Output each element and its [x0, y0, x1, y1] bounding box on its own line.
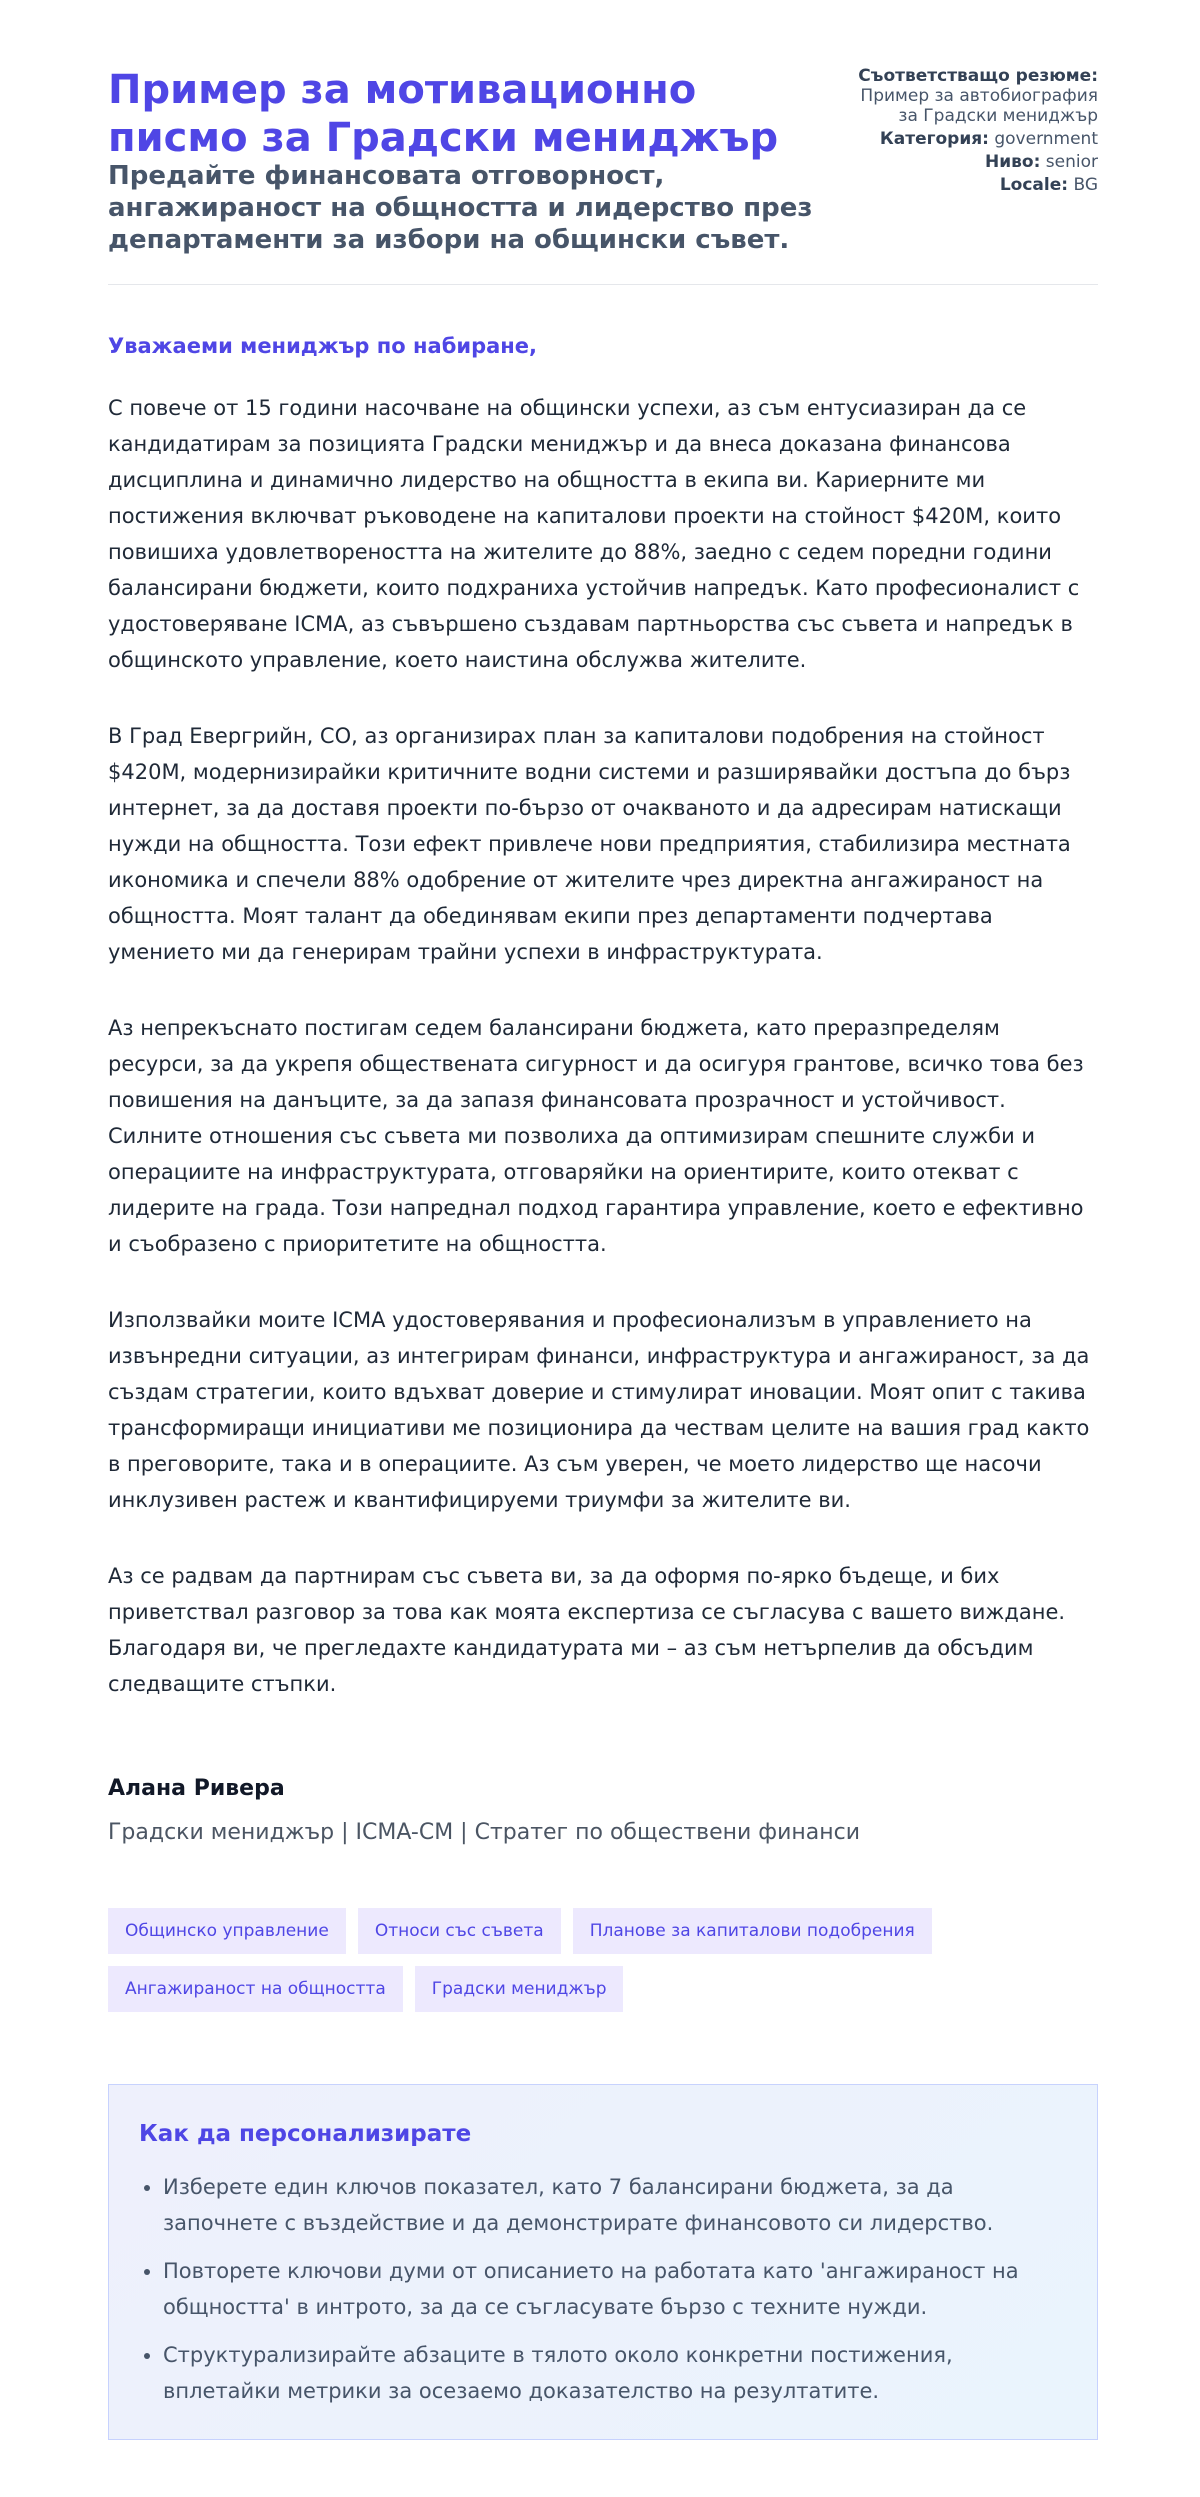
tips-heading: Как да персонализирате: [139, 2121, 472, 2147]
letter-greeting: Уважаеми мениджър по набиране,: [108, 334, 538, 358]
letter-paragraph: Аз непрекъснато постигам седем балансирани бюджета, като преразпределям ресурси, за да укрепя обществената сигурност и да осигуря грантове, всичко това без повишения на данъците, за да запазя финансовата прозрачност и устойчивост. Силните отношения със съвета ми позволиха да оптимизирам спешните служби и операциите на инфраструктурата, отговаряйки на ориентирите, които отекват с лидерите на града. Този напреднал подход гарантира управление, което е ефективно и съобразено с приоритетите на общността.: [108, 1016, 1084, 1256]
meta-resume-link[interactable]: Пример за автобиография за Градски мениджър: [860, 86, 1098, 126]
meta-locale: [838, 175, 1098, 195]
signature-name: Алана Ривера: [108, 1776, 285, 1801]
page-title: Пример за мотивационно писмо за Градски мениджър: [108, 67, 779, 161]
tips-item: • Изберете един ключов показател, като 7 балансирани бюджета, за да започнете с въздействие и да демонстрирате финансовото си лидерство.: [163, 2169, 1063, 2241]
signature-title: Градски мениджър | ICMA-CM | Стратег по обществени финанси: [108, 1820, 861, 1845]
meta-panel: [838, 66, 1098, 198]
tag[interactable]: Градски мениджър: [415, 1966, 624, 2012]
tag[interactable]: Планове за капиталови подобрения: [573, 1908, 932, 1954]
customization-tips: [108, 2084, 1098, 2440]
meta-locale-value: BG: [1073, 175, 1098, 195]
meta-locale-label: Locale:: [999, 175, 1069, 195]
tag[interactable]: Относи със съвета: [358, 1908, 561, 1954]
tips-item: • Повторете ключови думи от описанието на работата като 'ангажираност на общността' в интрото, за да се съгласувате бързо с техните нужди.: [163, 2253, 1063, 2325]
meta-level: [838, 152, 1098, 172]
meta-level-label: Ниво:: [985, 152, 1041, 172]
letter-paragraph: Използвайки моите ICMA удостоверявания и професионализъм в управлението на извънредни ситуации, аз интегрирам финанси, инфраструктура и ангажираност, за да създам стратегии, които вдъхват доверие и стимулират иновации. Моят опит с такива трансформиращи инициативи ме позиционира да чествам целите на вашия град както в преговорите, така и в операциите. Аз съм уверен, че моето лидерство ще насочи инклузивен растеж и квантифицируеми триумфи за жителите ви.: [108, 1308, 1090, 1512]
tag-list: [108, 1908, 1098, 2012]
meta-category-label: Категория:: [879, 129, 989, 149]
letter-paragraph: В Град Евергрийн, СО, аз организирах план за капиталови подобрения на стойност $420M, модернизирайки критичните водни системи и разширявайки достъпа до бърз интернет, за да доставя проекти по-бързо от очакваното и да адресирам натискащи нужди на общността. Този ефект привлече нови предприятия, стабилизира местната икономика и спечели 88% одобрение от жителите чрез директна ангажираност на общността. Моят талант да обединявам екипи през департаменти подчертава умението ми да генерирам трайни успехи в инфраструктурата.: [108, 724, 1071, 964]
meta-category-value: government: [994, 129, 1098, 149]
tips-list: [139, 2169, 1063, 2421]
page-header: [108, 66, 1098, 256]
meta-category: [838, 129, 1098, 149]
meta-resume-label: Съответстващо резюме:: [858, 66, 1098, 86]
signature-block: [108, 1774, 1098, 1848]
header-divider: [108, 284, 1098, 285]
page-subtitle: Предайте финансовата отговорност, ангажираност на общността и лидерство през департаменти за избори на общински съвет.: [108, 161, 813, 255]
tag[interactable]: Общинско управление: [108, 1908, 346, 1954]
tag[interactable]: Ангажираност на общността: [108, 1966, 403, 2012]
meta-level-value: senior: [1045, 152, 1098, 172]
tips-item: • Структурализирайте абзаците в тялото около конкретни постижения, вплетайки метрики за осезаемо доказателство на резултатите.: [163, 2337, 1063, 2409]
letter-body: [108, 390, 1098, 1742]
letter-paragraph: Аз се радвам да партнирам със съвета ви, за да оформя по-ярко бъдеще, и бих приветствал разговор за това как моята експертиза се съгласува с вашето виждане. Благодаря ви, че прегледахте кандидатурата ми – аз съм нетърпелив да обсъдим следващите стъпки.: [108, 1564, 1066, 1696]
meta-resume: [838, 66, 1098, 126]
letter-paragraph: С повече от 15 години насочване на общински успехи, аз съм ентусиазиран да се кандидатирам за позицията Градски мениджър и да внеса доказана финансова дисциплина и динамично лидерство на общността в екипа ви. Кариерните ми постижения включват ръководене на капиталови проекти на стойност $420M, които повишиха удовлетвореността на жителите до 88%, заедно с седем поредни години балансирани бюджети, които подхраниха устойчив напредък. Като професионалист с удостоверяване ICMA, аз съвършено създавам партньорства със съвета и напредък в общинското управление, което наистина обслужва жителите.: [108, 396, 1080, 672]
